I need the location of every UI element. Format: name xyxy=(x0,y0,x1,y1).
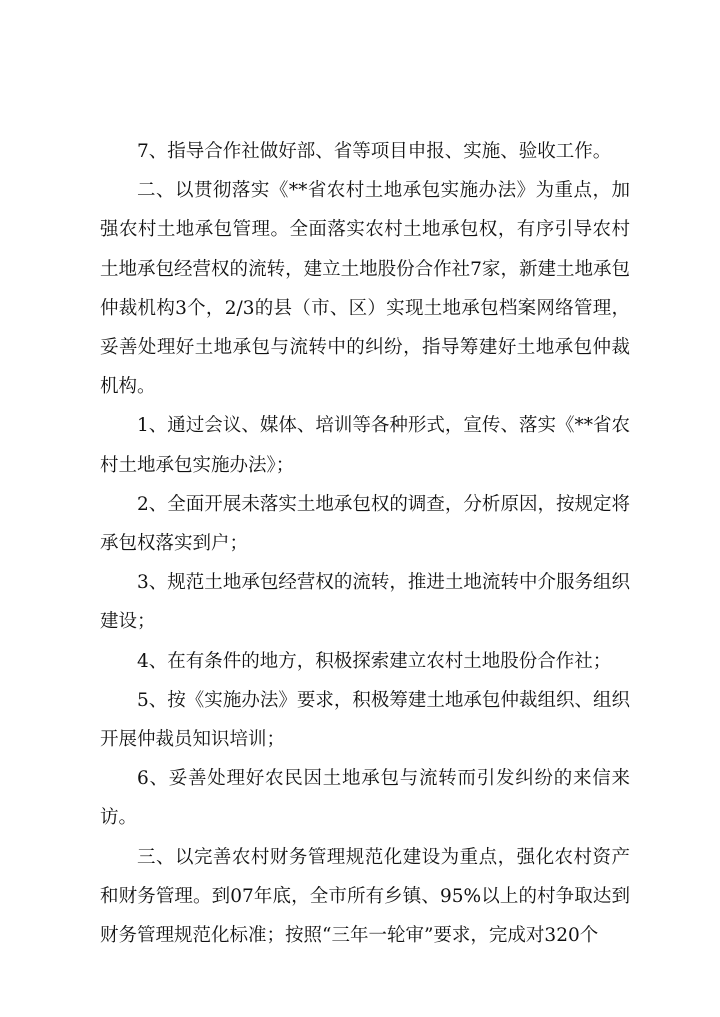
paragraph-item-3: 3、规范土地承包经营权的流转，推进土地流转中介服务组织建设； xyxy=(100,572,630,633)
paragraph-item-2: 2、全面开展未落实土地承包权的调查，分析原因，按规定将承包权落实到户； xyxy=(100,493,630,555)
document-page xyxy=(100,132,630,955)
paragraph-item-6: 6、妥善处理好农民因土地承包与流转而引发纠纷的来信来访。 xyxy=(100,768,630,829)
paragraph-item-1: 1、通过会议、媒体、培训等各种形式，宣传、落实《**省农村土地承包实施办法》； xyxy=(100,415,630,476)
paragraph-item-5: 5、按《实施办法》要求，积极筹建土地承包仲裁组织、组织开展仲裁员知识培训； xyxy=(100,689,630,751)
paragraph-section-two: 二、以贯彻落实《**省农村土地承包实施办法》为重点，加强农村土地承包管理。全面落实农村土地承包权，有序引导农村土地承包经营权的流转，建立土地股份合作社7家，新建土地承包仲裁机构3个，2/3的县（市、区）实现土地承包档案网络管理，妥善处理好土地承包与流转中的纠纷，指导筹建好土地承包仲裁机构。 xyxy=(100,180,630,398)
paragraph-section-three: 三、以完善农村财务管理规范化建设为重点，强化农村资产和财务管理。到07年底，全市所有乡镇、95%以上的村争取达到财务管理规范化标准；按照“三年一轮审”要求，完成对320个 xyxy=(100,846,630,947)
paragraph-item-4: 4、在有条件的地方，积极探索建立农村土地股份合作社； xyxy=(137,650,612,672)
paragraph-item-7: 7、指导合作社做好部、省等项目申报、实施、验收工作。 xyxy=(137,141,612,162)
